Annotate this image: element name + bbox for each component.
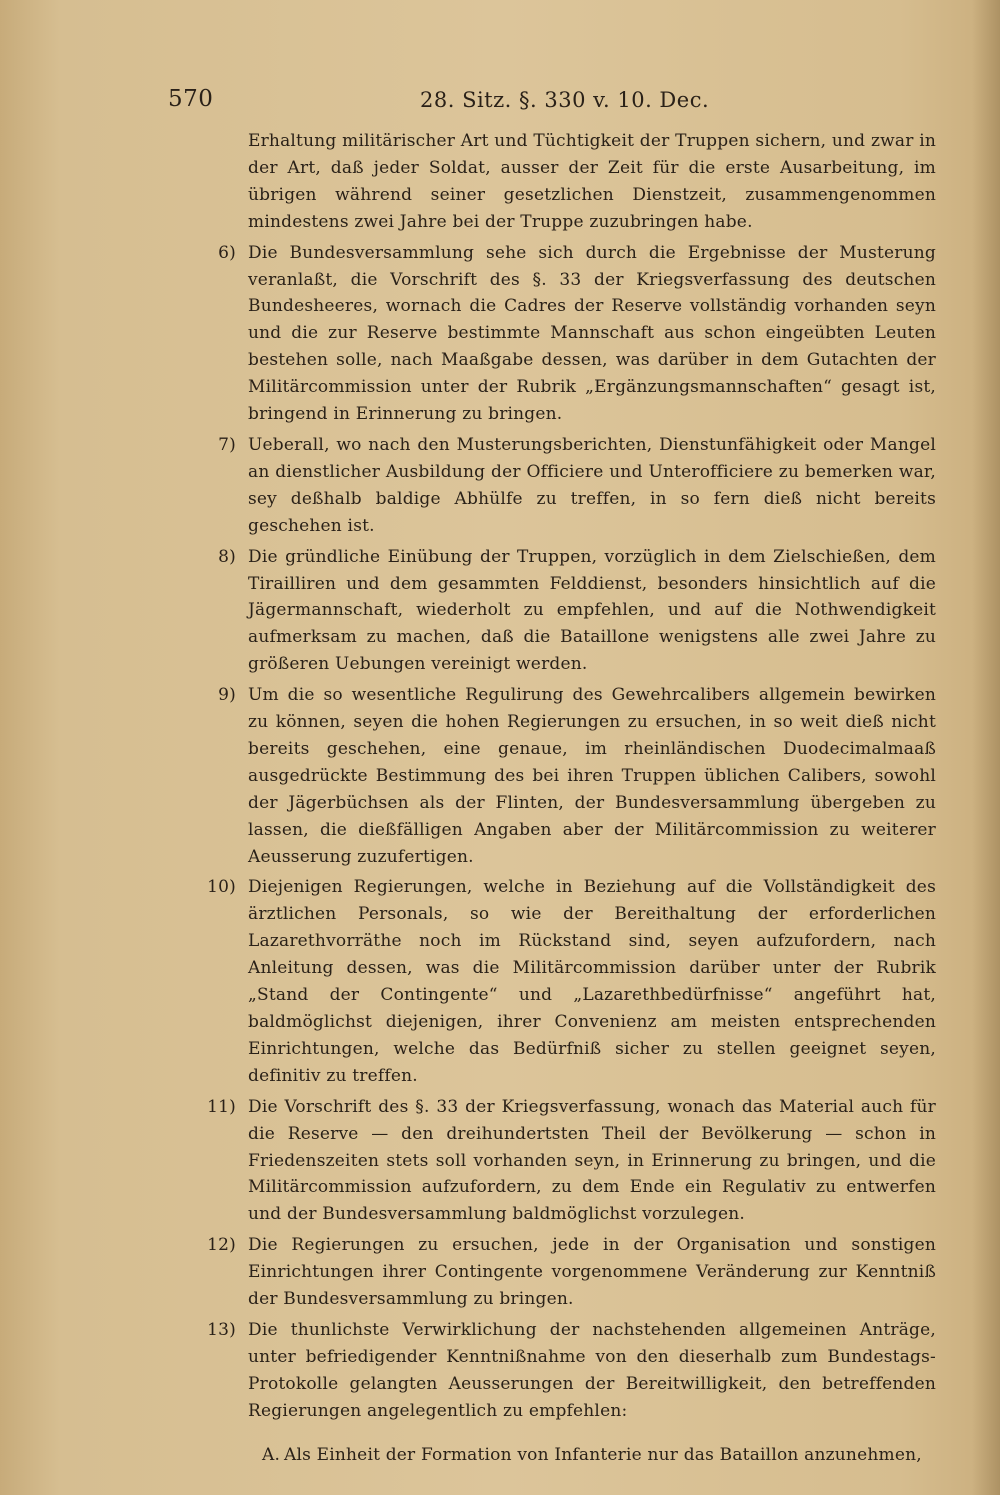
item-text: Die Vorschrift des §. 33 der Kriegsverfassung, wonach das Material auch für die Reserve — den dreihundertsten Theil der Bevölkerung — schon in Friedenszeiten stets soll vorhanden seyn, in Erinnerung zu bringen, und die Militärcommission aufzufordern, zu dem Ende ein Regulativ zu entwerfen und der Bundesversammlung baldmöglichst vorzulegen. <box>248 1096 936 1225</box>
item-number: 13) <box>207 1319 236 1340</box>
item-number: 8) <box>218 546 236 567</box>
item-text: Die thunlichste Verwirklichung der nachstehenden allgemeinen Anträge, unter befriedigender Kenntnißnahme von den dieserhalb zum Bundestags-Protokolle gelangten Aeusserungen der Bereitwilligkeit, den betreffenden Regierungen angelegentlich zu empfehlen: <box>248 1319 936 1421</box>
list-item <box>0 1317 1000 1425</box>
list-item <box>0 544 1000 679</box>
list-item <box>0 432 1000 540</box>
sub-item-label: A. <box>262 1444 281 1465</box>
item-number: 11) <box>207 1096 236 1117</box>
sub-item <box>0 1442 1000 1469</box>
list-item <box>0 240 1000 428</box>
item-text: Die Regierungen zu ersuchen, jede in der Organisation und sonstigen Einrichtungen ihrer Contingente vorgenommene Veränderung zur Kenntniß der Bundesversammlung zu bringen. <box>248 1235 936 1310</box>
sub-item-text: Als Einheit der Formation von Infanterie nur das Bataillon anzunehmen, <box>284 1444 922 1465</box>
list-item <box>0 1094 1000 1229</box>
page-number: 570 <box>168 86 214 112</box>
continuation-paragraph: Erhaltung militärischer Art und Tüchtigkeit der Truppen sichern, und zwar in der Art, daß jeder Soldat, ausser der Zeit für die erste Ausarbeitung, im übrigen während seiner gesetzlichen Dienstzeit, zusammengenommen mindestens zwei Jahre bei der Truppe zuzubringen habe. <box>248 131 936 232</box>
item-number: 6) <box>218 242 236 263</box>
list-item <box>0 682 1000 870</box>
item-text: Ueberall, wo nach den Musterungsberichten, Dienstunfähigkeit oder Mangel an dienstlicher Ausbildung der Officiere und Unterofficiere zu bemerken war, sey deßhalb baldige Abhülfe zu treffen, in so fern dieß nicht bereits geschehen ist. <box>248 434 936 536</box>
page-header <box>0 86 1000 122</box>
list-item <box>0 1232 1000 1313</box>
item-text: Die Bundesversammlung sehe sich durch die Ergebnisse der Musterung veranlaßt, die Vorschrift des §. 33 der Kriegsverfassung des deutschen Bundesheeres, wornach die Cadres der Reserve vollständig vorhanden seyn und die zur Reserve bestimmte Mannschaft aus schon eingeübten Leuten bestehen solle, nach Maaßgabe dessen, was darüber in dem Gutachten der Militärcommission unter der Rubrik „Ergänzungsmannschaften“ gesagt ist, bringend in Erinnerung zu bringen. <box>248 242 936 425</box>
item-number: 10) <box>207 877 236 898</box>
item-text: Die gründliche Einübung der Truppen, vorzüglich in dem Zielschießen, dem Tirailliren und dem gesammten Felddienst, besonders hinsichtlich auf die Jägermannschaft, wiederholt zu empfehlen, und auf die Nothwendigkeit aufmerksam zu machen, daß die Bataillone wenigstens alle zwei Jahre zu größeren Uebungen vereinigt werden. <box>248 546 936 675</box>
item-text: Um die so wesentliche Regulirung des Gewehrcalibers allgemein bewirken zu können, seyen die hohen Regierungen zu ersuchen, in so weit dieß nicht bereits geschehen, eine genaue, im rheinländischen Duodecimalmaaß ausgedrückte Bestimmung des bei ihren Truppen üblichen Calibers, sowohl der Jägerbüchsen als der Flinten, der Bundesversammlung übergeben zu lassen, die dießfälligen Angaben aber der Militärcommission zu weiterer Aeusserung zuzufertigen. <box>248 685 936 867</box>
item-number: 9) <box>218 685 236 706</box>
item-text: Diejenigen Regierungen, welche in Beziehung auf die Vollständigkeit des ärztlichen Personals, so wie der Bereithaltung der erforderlichen Lazarethvorräthe noch im Rückstand sind, seyen aufzufordern, nach Anleitung dessen, was die Militärcommission darüber unter der Rubrik „Stand der Contingente“ und „Lazarethbedürfnisse“ angeführt hat, baldmöglichst diejenigen, ihrer Convenienz am meisten entsprechenden Einrichtungen, welche das Bedürfniß sicher zu stellen geeignet seyen, definitiv zu treffen. <box>248 877 936 1086</box>
item-number: 7) <box>218 434 236 455</box>
list-item <box>0 874 1000 1089</box>
item-number: 12) <box>207 1235 236 1256</box>
running-head: 28. Sitz. §. 330 v. 10. Dec. <box>420 88 710 112</box>
body-text <box>0 128 1000 1486</box>
